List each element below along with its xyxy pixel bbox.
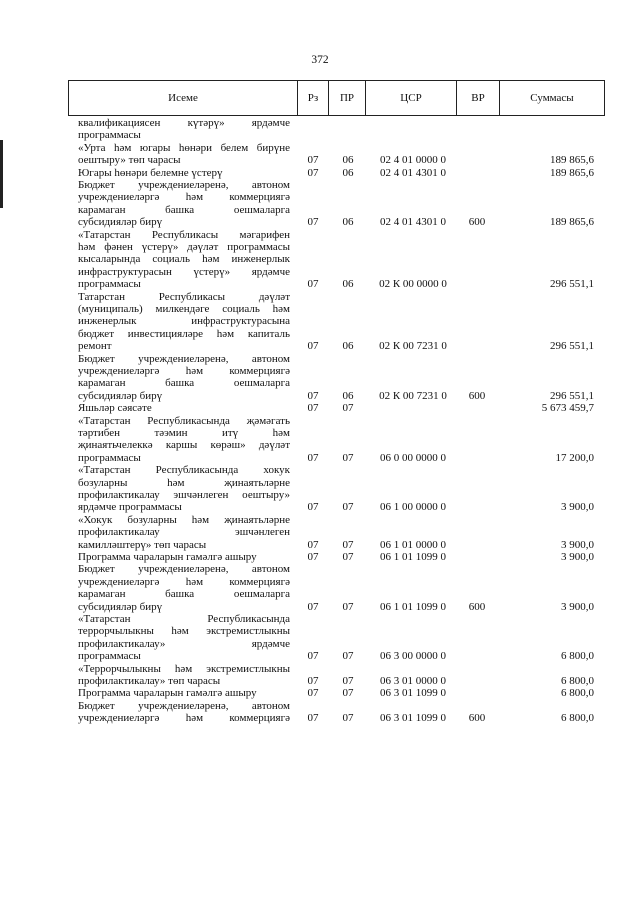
row-rz: 07 <box>307 687 319 700</box>
row-csr: 02 4 01 4301 0 <box>380 216 446 229</box>
row-name <box>78 117 290 142</box>
row-name-line: «Татарстан Республикасында җәмәгать <box>78 414 290 427</box>
row-name-line: «Террорчылыкны һәм экстремистлыкны <box>78 662 290 675</box>
row-rz: 07 <box>307 538 319 551</box>
table-row <box>0 167 640 179</box>
row-name-line: «Урта һәм югары һөнәри белем бирүне <box>78 141 290 154</box>
table-row <box>0 142 640 167</box>
row-name <box>78 402 290 414</box>
row-sum: 3 900,0 <box>561 551 594 563</box>
table-row <box>0 179 640 229</box>
row-name-line: (муниципаль) милкендәге социаль һәм <box>78 303 290 315</box>
row-name-line: профилактикалау эшчәнлеген оештыру» <box>78 489 290 501</box>
row-csr: 06 3 01 1099 0 <box>380 712 446 725</box>
table-row <box>0 117 640 142</box>
row-name-line: инженерлык инфраструктурасына <box>78 315 290 328</box>
table-row <box>0 514 640 551</box>
row-rz: 07 <box>307 154 319 167</box>
row-rz: 07 <box>307 340 319 353</box>
row-name-line: ярдәмче программасы <box>78 501 182 514</box>
row-vr: 600 <box>468 600 486 613</box>
row-name-line: бюджет инвестицияләре һәм капиталь <box>78 327 290 340</box>
page-number: 372 <box>311 54 329 66</box>
row-name-line: җинаятьчелеккә каршы көрәш» дәүләт <box>78 439 290 452</box>
row-name-line: учреждениеләргә һәм коммерциягә <box>78 365 290 377</box>
row-sum: 189 865,6 <box>550 154 594 167</box>
row-csr: 06 3 01 0000 0 <box>380 674 446 687</box>
row-name <box>78 167 290 179</box>
row-name-line: Программа чараларын гамәлгә ашыру <box>78 687 257 700</box>
row-rz: 07 <box>307 600 319 613</box>
row-pr: 07 <box>342 687 354 700</box>
row-csr: 06 0 00 0000 0 <box>380 451 446 464</box>
row-pr: 06 <box>342 278 354 291</box>
row-name-line: һәм фәнен үстерү» дәүләт программасы <box>78 241 290 253</box>
row-rz: 07 <box>307 216 319 229</box>
row-name-line: Бюджет учреждениеләренә, автоном <box>78 179 290 191</box>
row-rz: 07 <box>307 166 319 179</box>
row-name-line: кысаларында социаль һәм инженерлык <box>78 253 290 266</box>
row-name-line: «Татарстан Республикасында <box>78 613 290 625</box>
table-row <box>0 291 640 353</box>
row-rz: 07 <box>307 501 319 514</box>
row-name-line: программасы <box>78 451 141 464</box>
row-name-line: профилактикалау эшчәнлеген <box>78 526 290 539</box>
row-pr: 07 <box>342 712 354 725</box>
row-sum: 296 551,1 <box>550 340 594 353</box>
header-sum: Суммасы <box>500 81 605 116</box>
row-name <box>78 229 290 291</box>
row-rz: 07 <box>307 551 319 563</box>
row-name <box>78 514 290 551</box>
header-pr: ПР <box>329 81 366 116</box>
row-name-line: Бюджет учреждениеләренә, автоном <box>78 699 290 712</box>
row-sum: 6 800,0 <box>561 687 594 700</box>
row-name-line: «Хокук бозуларны һәм җинаятьләрне <box>78 513 290 526</box>
row-name-line: оештыру» төп чарасы <box>78 154 181 167</box>
row-csr: 06 1 00 0000 0 <box>380 501 446 514</box>
row-vr: 600 <box>468 216 486 229</box>
row-sum: 6 800,0 <box>561 712 594 725</box>
row-name-line: учреждениеләргә һәм коммерциягә <box>78 191 290 204</box>
row-pr: 07 <box>342 650 354 663</box>
table-row <box>0 229 640 291</box>
header-rz: Рз <box>298 81 329 116</box>
row-name <box>78 415 290 465</box>
row-rz: 07 <box>307 389 319 402</box>
row-name-line: «Татарстан Республикасында хокук <box>78 464 290 477</box>
row-name-line: программасы <box>78 650 141 663</box>
row-sum: 189 865,6 <box>550 216 594 229</box>
row-name-line: карамаган башка оешмаларга <box>78 377 290 390</box>
row-name <box>78 551 290 563</box>
row-name <box>78 464 290 514</box>
row-rz: 07 <box>307 278 319 291</box>
row-name <box>78 613 290 663</box>
header-name: Исеме <box>69 81 298 116</box>
row-csr: 02 4 01 4301 0 <box>380 166 446 179</box>
row-name <box>78 663 290 688</box>
row-name-line: учреждениеләргә һәм коммерциягә <box>78 575 290 588</box>
row-sum: 3 900,0 <box>561 538 594 551</box>
row-vr: 600 <box>468 389 486 402</box>
row-pr: 06 <box>342 216 354 229</box>
row-pr: 06 <box>342 166 354 179</box>
row-name-line: квалификациясен күтәрү» ярдәмче <box>78 117 290 129</box>
row-rz: 07 <box>307 650 319 663</box>
row-name-line: профилактикалау» төп чарасы <box>78 675 221 687</box>
table-row <box>0 464 640 514</box>
table-row <box>0 563 640 613</box>
row-name-line: субсидияләр бирү <box>78 389 163 402</box>
row-name-line: субсидияләр бирү <box>78 600 163 613</box>
table-row <box>0 402 640 414</box>
row-name-line: программасы <box>78 278 141 291</box>
row-name <box>78 291 290 353</box>
row-sum: 3 900,0 <box>561 600 594 613</box>
row-name-line: тәртибен тәэмин итү һәм <box>78 427 290 439</box>
row-rz: 07 <box>307 712 319 725</box>
row-csr: 06 3 01 1099 0 <box>380 687 446 700</box>
row-csr: 06 1 01 0000 0 <box>380 538 446 551</box>
header-csr: ЦСР <box>366 81 457 116</box>
row-name <box>78 353 290 403</box>
row-name-line: бозуларны һәм җинаятьләрне <box>78 476 290 489</box>
row-sum: 189 865,6 <box>550 166 594 179</box>
row-name-line: карамаган башка оешмаларга <box>78 203 290 216</box>
row-pr: 07 <box>342 538 354 551</box>
row-name-line: инфраструктурасын үстерү» ярдәмче <box>78 265 290 278</box>
table-row <box>0 415 640 465</box>
row-sum: 5 673 459,7 <box>541 402 594 415</box>
row-name-line: Югары һөнәри белемне үстерү <box>78 166 223 179</box>
row-name <box>78 700 290 725</box>
row-name-line: Бюджет учреждениеләренә, автоном <box>78 563 290 576</box>
row-csr: 06 3 00 0000 0 <box>380 650 446 663</box>
row-csr: 06 1 01 1099 0 <box>380 600 446 613</box>
row-name-line: Бюджет учреждениеләренә, автоном <box>78 352 290 365</box>
row-name <box>78 687 290 699</box>
row-name-line: Татарстан Республикасы дәүләт <box>78 290 290 303</box>
table-row <box>0 700 640 725</box>
row-vr: 600 <box>468 712 486 725</box>
row-pr: 07 <box>342 451 354 464</box>
row-pr: 07 <box>342 551 354 563</box>
table-row <box>0 353 640 403</box>
row-name-line: учреждениеләргә һәм коммерциягә <box>78 712 290 725</box>
row-csr: 02 К 00 0000 0 <box>379 278 447 291</box>
row-pr: 07 <box>342 501 354 514</box>
row-sum: 6 800,0 <box>561 650 594 663</box>
table-row <box>0 551 640 563</box>
row-rz: 07 <box>307 674 319 687</box>
row-csr: 02 К 00 7231 0 <box>379 340 447 353</box>
row-name <box>78 142 290 167</box>
row-name-line: карамаган башка оешмаларга <box>78 588 290 601</box>
row-name-line: программасы <box>78 129 141 142</box>
row-name-line: профилактикалау» ярдәмче <box>78 637 290 650</box>
row-sum: 17 200,0 <box>555 451 594 464</box>
row-csr: 02 К 00 7231 0 <box>379 389 447 402</box>
header-vr: ВР <box>457 81 500 116</box>
row-name <box>78 563 290 613</box>
row-sum: 6 800,0 <box>561 674 594 687</box>
row-pr: 06 <box>342 154 354 167</box>
row-pr: 06 <box>342 389 354 402</box>
row-name-line: субсидияләр бирү <box>78 216 163 229</box>
row-csr: 06 1 01 1099 0 <box>380 551 446 563</box>
row-sum: 3 900,0 <box>561 501 594 514</box>
table-row <box>0 687 640 699</box>
row-name-line: Яшьләр сәясәте <box>78 402 152 415</box>
row-name-line: ремонт <box>78 340 112 353</box>
row-rz: 07 <box>307 402 319 415</box>
table-row <box>0 663 640 688</box>
row-name-line: камилләштерү» төп чарасы <box>78 538 207 551</box>
row-pr: 07 <box>342 402 354 415</box>
row-name-line: Программа чараларын гамәлгә ашыру <box>78 551 257 563</box>
row-rz: 07 <box>307 451 319 464</box>
row-name-line: террорчылыкны һәм экстремистлыкны <box>78 625 290 638</box>
table-row <box>0 613 640 663</box>
row-pr: 07 <box>342 600 354 613</box>
row-name-line: «Татарстан Республикасы мәгарифен <box>78 228 290 241</box>
row-pr: 06 <box>342 340 354 353</box>
row-sum: 296 551,1 <box>550 389 594 402</box>
row-sum: 296 551,1 <box>550 278 594 291</box>
table-header <box>68 80 605 116</box>
row-pr: 07 <box>342 674 354 687</box>
row-name <box>78 179 290 229</box>
row-csr: 02 4 01 0000 0 <box>380 154 446 167</box>
